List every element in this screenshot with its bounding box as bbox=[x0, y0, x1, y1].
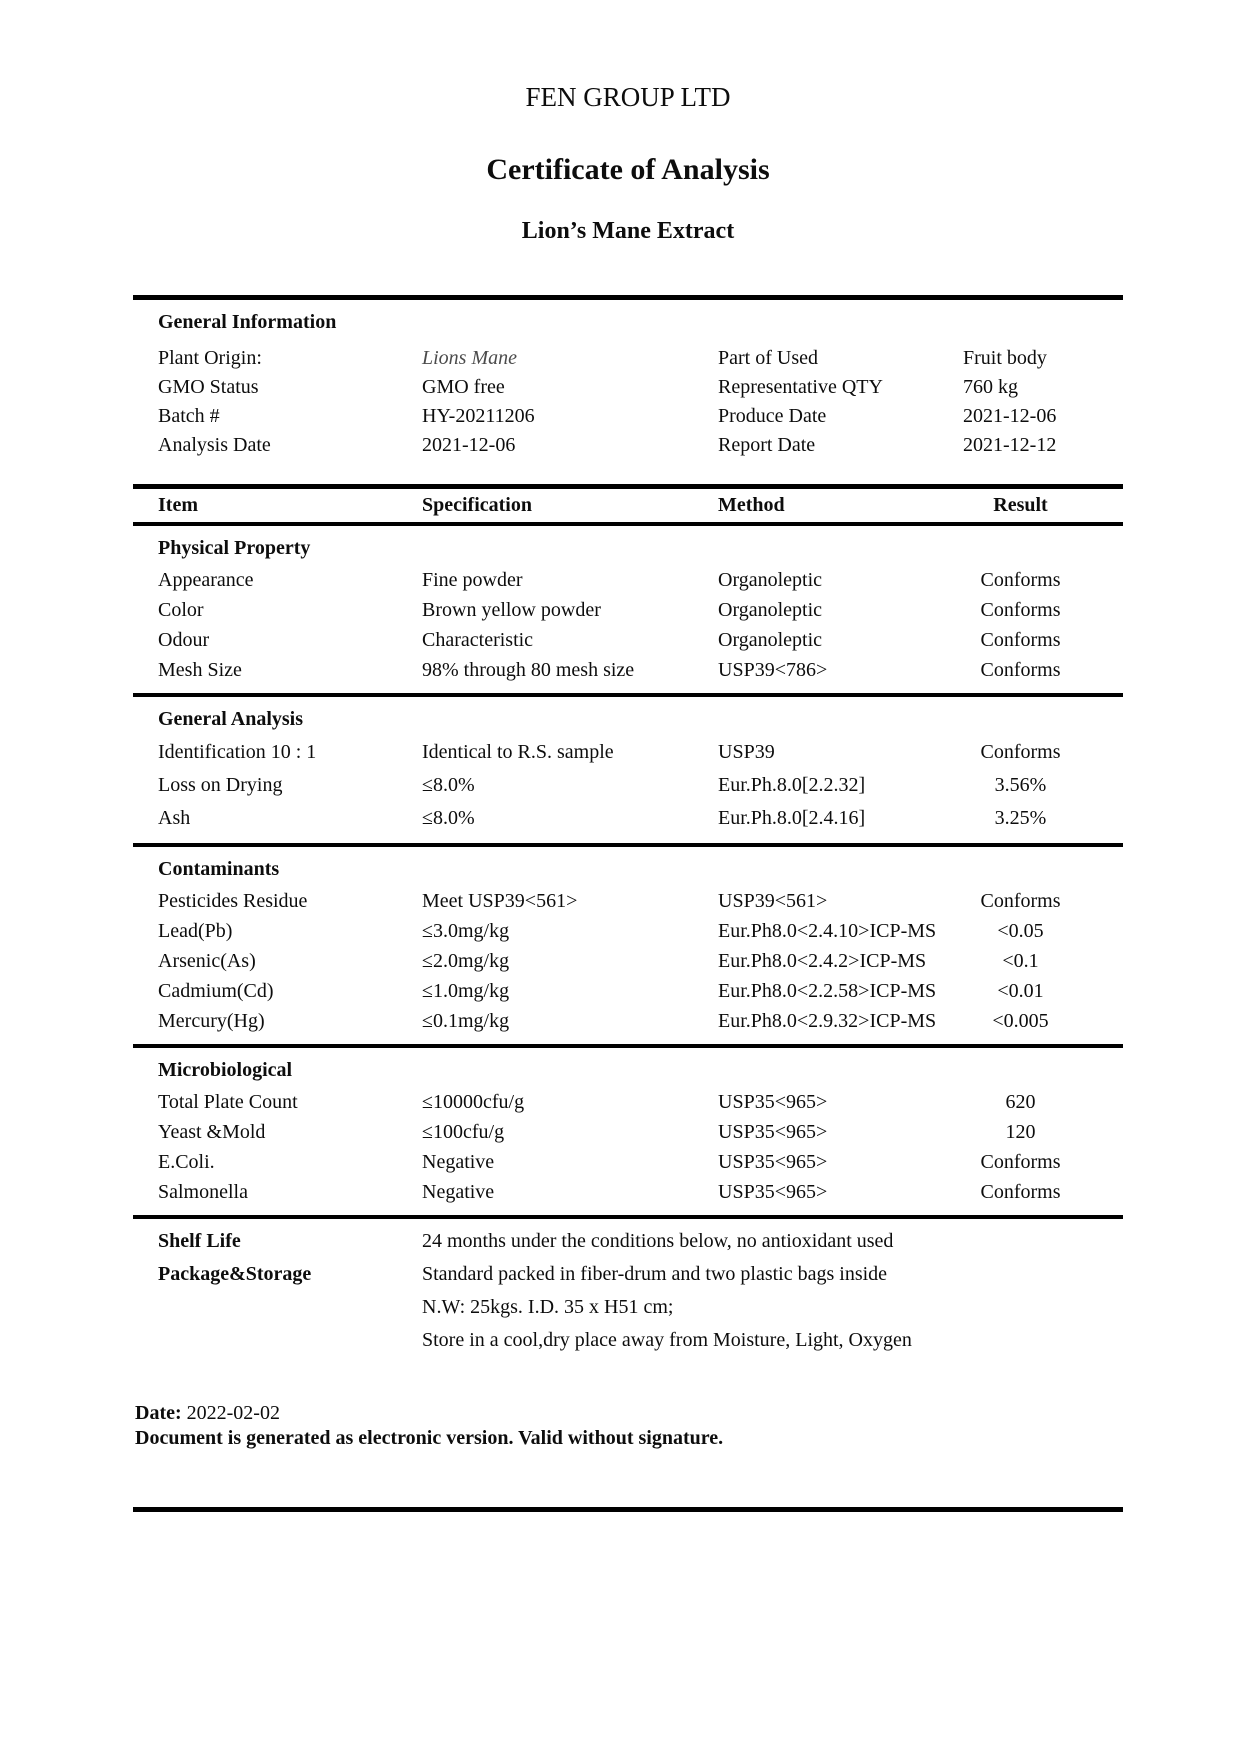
table-row bbox=[133, 1087, 1123, 1117]
table-row bbox=[133, 976, 1123, 1006]
storage-row bbox=[133, 1291, 1123, 1324]
date-line bbox=[135, 1401, 1123, 1426]
info-row bbox=[133, 431, 1123, 460]
cell-result: <0.005 bbox=[992, 1010, 1049, 1032]
table-row bbox=[133, 1006, 1123, 1036]
info-value: 760 kg bbox=[963, 376, 1018, 398]
storage-row bbox=[133, 1258, 1123, 1291]
info-value: 2021-12-06 bbox=[422, 434, 516, 456]
cell-result: 3.25% bbox=[994, 807, 1047, 829]
divider-bottom bbox=[133, 1507, 1123, 1512]
cell-result: Conforms bbox=[980, 569, 1061, 591]
company-name: FEN GROUP LTD bbox=[525, 82, 731, 112]
cell-method: USP35<965> bbox=[718, 1091, 828, 1113]
microbiological-section bbox=[133, 1048, 1123, 1215]
cell-item: Appearance bbox=[158, 569, 254, 591]
cell-specification: ≤1.0mg/kg bbox=[422, 980, 510, 1002]
info-row bbox=[133, 344, 1123, 373]
section-title-general-information: General Information bbox=[158, 311, 337, 333]
cell-item: Loss on Drying bbox=[158, 774, 283, 796]
cell-specification: ≤8.0% bbox=[422, 774, 475, 796]
table-row bbox=[133, 769, 1123, 802]
cell-specification: Meet USP39<561> bbox=[422, 890, 578, 912]
storage-section bbox=[133, 1219, 1123, 1365]
cell-method: Organoleptic bbox=[718, 629, 823, 651]
cell-result: 120 bbox=[1005, 1121, 1036, 1143]
cell-item: Arsenic(As) bbox=[158, 950, 256, 972]
storage-row bbox=[133, 1324, 1123, 1357]
cell-specification: Negative bbox=[422, 1151, 495, 1173]
cell-item: Odour bbox=[158, 629, 210, 651]
cell-result: Conforms bbox=[980, 1181, 1061, 1203]
cell-item: Mercury(Hg) bbox=[158, 1010, 265, 1032]
col-header-method: Method bbox=[718, 494, 785, 516]
cell-result: <0.1 bbox=[1002, 950, 1039, 972]
storage-text: N.W: 25kgs. I.D. 35 x H51 cm; bbox=[422, 1296, 674, 1318]
document-header bbox=[133, 0, 1123, 245]
cell-specification: Characteristic bbox=[422, 629, 534, 651]
cell-specification: Brown yellow powder bbox=[422, 599, 601, 621]
cell-specification: ≤3.0mg/kg bbox=[422, 920, 510, 942]
cell-method: USP39<786> bbox=[718, 659, 828, 681]
cell-item: Mesh Size bbox=[158, 659, 242, 681]
info-label: Representative QTY bbox=[718, 376, 883, 398]
cell-specification: ≤100cfu/g bbox=[422, 1121, 505, 1143]
info-value: GMO free bbox=[422, 376, 505, 398]
general-information-rows bbox=[133, 339, 1123, 472]
info-value: 2021-12-12 bbox=[963, 434, 1057, 456]
product-name: Lion’s Mane Extract bbox=[521, 218, 735, 244]
cell-specification: ≤2.0mg/kg bbox=[422, 950, 510, 972]
table-row bbox=[133, 886, 1123, 916]
cell-method: USP35<965> bbox=[718, 1181, 828, 1203]
cell-method: Eur.Ph8.0<2.9.32>ICP-MS bbox=[718, 1010, 937, 1032]
cell-method: USP35<965> bbox=[718, 1151, 828, 1173]
col-header-item: Item bbox=[158, 494, 198, 516]
cell-item: Salmonella bbox=[158, 1181, 248, 1203]
date-value: 2022-02-02 bbox=[181, 1402, 280, 1424]
cell-method: Organoleptic bbox=[718, 569, 823, 591]
info-value: Lions Mane bbox=[422, 347, 517, 369]
general-analysis-section bbox=[133, 697, 1123, 843]
cell-item: Total Plate Count bbox=[158, 1091, 298, 1113]
cell-method: USP39<561> bbox=[718, 890, 828, 912]
col-header-result: Result bbox=[993, 494, 1048, 516]
info-label: Plant Origin: bbox=[158, 347, 262, 369]
table-row bbox=[133, 946, 1123, 976]
cell-item: Color bbox=[158, 599, 204, 621]
cell-result: <0.01 bbox=[997, 980, 1044, 1002]
general-information-section bbox=[133, 300, 1123, 472]
table-row bbox=[133, 1177, 1123, 1207]
document-title: Certificate of Analysis bbox=[486, 153, 770, 186]
info-row bbox=[133, 402, 1123, 431]
table-row bbox=[133, 802, 1123, 835]
cell-specification: ≤10000cfu/g bbox=[422, 1091, 525, 1113]
storage-text: Standard packed in fiber-drum and two plastic bags inside bbox=[422, 1263, 888, 1285]
table-row bbox=[133, 595, 1123, 625]
table-row bbox=[133, 1147, 1123, 1177]
contaminants-section bbox=[133, 847, 1123, 1044]
info-value: Fruit body bbox=[963, 347, 1047, 369]
table-row bbox=[133, 625, 1123, 655]
table-row bbox=[133, 1117, 1123, 1147]
cell-item: Lead(Pb) bbox=[158, 920, 233, 942]
section-title-microbiological: Microbiological bbox=[158, 1059, 293, 1081]
cell-result: Conforms bbox=[980, 629, 1061, 651]
storage-text: 24 months under the conditions below, no antioxidant used bbox=[422, 1230, 894, 1252]
table-row bbox=[133, 736, 1123, 769]
cell-specification: Negative bbox=[422, 1181, 495, 1203]
cell-item: Pesticides Residue bbox=[158, 890, 308, 912]
cell-method: Eur.Ph8.0<2.4.2>ICP-MS bbox=[718, 950, 927, 972]
document-content bbox=[133, 0, 1123, 1512]
section-title-physical-property: Physical Property bbox=[158, 537, 311, 559]
table-header-row bbox=[133, 489, 1123, 522]
storage-label: Shelf Life bbox=[158, 1230, 241, 1252]
cell-specification: Fine powder bbox=[422, 569, 523, 591]
cell-method: Eur.Ph.8.0[2.4.16] bbox=[718, 807, 866, 829]
col-header-specification: Specification bbox=[422, 494, 532, 516]
cell-result: <0.05 bbox=[997, 920, 1044, 942]
document-footer bbox=[133, 1401, 1123, 1451]
cell-specification: Identical to R.S. sample bbox=[422, 741, 614, 763]
section-title-general-analysis: General Analysis bbox=[158, 708, 304, 730]
info-value: 2021-12-06 bbox=[963, 405, 1057, 427]
table-row bbox=[133, 655, 1123, 685]
cell-item: Cadmium(Cd) bbox=[158, 980, 274, 1002]
cell-method: Organoleptic bbox=[718, 599, 823, 621]
storage-text: Store in a cool,dry place away from Moisture, Light, Oxygen bbox=[422, 1329, 912, 1351]
section-title-contaminants: Contaminants bbox=[158, 858, 280, 880]
info-label: GMO Status bbox=[158, 376, 259, 398]
info-label: Produce Date bbox=[718, 405, 827, 427]
cell-item: E.Coli. bbox=[158, 1151, 215, 1173]
storage-label: Package&Storage bbox=[158, 1263, 312, 1285]
cell-method: USP35<965> bbox=[718, 1121, 828, 1143]
storage-row bbox=[133, 1225, 1123, 1258]
info-label: Analysis Date bbox=[158, 434, 271, 456]
table-row bbox=[133, 916, 1123, 946]
validity-note: Document is generated as electronic version. Valid without signature. bbox=[135, 1427, 724, 1449]
cell-item: Identification 10 : 1 bbox=[158, 741, 317, 763]
cell-item: Ash bbox=[158, 807, 191, 829]
cell-result: Conforms bbox=[980, 599, 1061, 621]
date-label: Date: bbox=[135, 1402, 182, 1424]
info-label: Batch # bbox=[158, 405, 220, 427]
info-row bbox=[133, 373, 1123, 402]
cell-specification: ≤0.1mg/kg bbox=[422, 1010, 510, 1032]
cell-result: Conforms bbox=[980, 741, 1061, 763]
cell-result: 620 bbox=[1005, 1091, 1036, 1113]
cell-specification: 98% through 80 mesh size bbox=[422, 659, 635, 681]
cell-result: 3.56% bbox=[994, 774, 1047, 796]
cell-result: Conforms bbox=[980, 890, 1061, 912]
cell-result: Conforms bbox=[980, 659, 1061, 681]
info-label: Part of Used bbox=[718, 347, 818, 369]
cell-method: Eur.Ph8.0<2.4.10>ICP-MS bbox=[718, 920, 937, 942]
table-row bbox=[133, 565, 1123, 595]
physical-property-section bbox=[133, 526, 1123, 693]
cell-method: USP39 bbox=[718, 741, 775, 763]
cell-result: Conforms bbox=[980, 1151, 1061, 1173]
cell-item: Yeast &Mold bbox=[158, 1121, 266, 1143]
info-label: Report Date bbox=[718, 434, 816, 456]
cell-method: Eur.Ph.8.0[2.2.32] bbox=[718, 774, 866, 796]
cell-method: Eur.Ph8.0<2.2.58>ICP-MS bbox=[718, 980, 937, 1002]
cell-specification: ≤8.0% bbox=[422, 807, 475, 829]
info-value: HY-20211206 bbox=[422, 405, 535, 427]
